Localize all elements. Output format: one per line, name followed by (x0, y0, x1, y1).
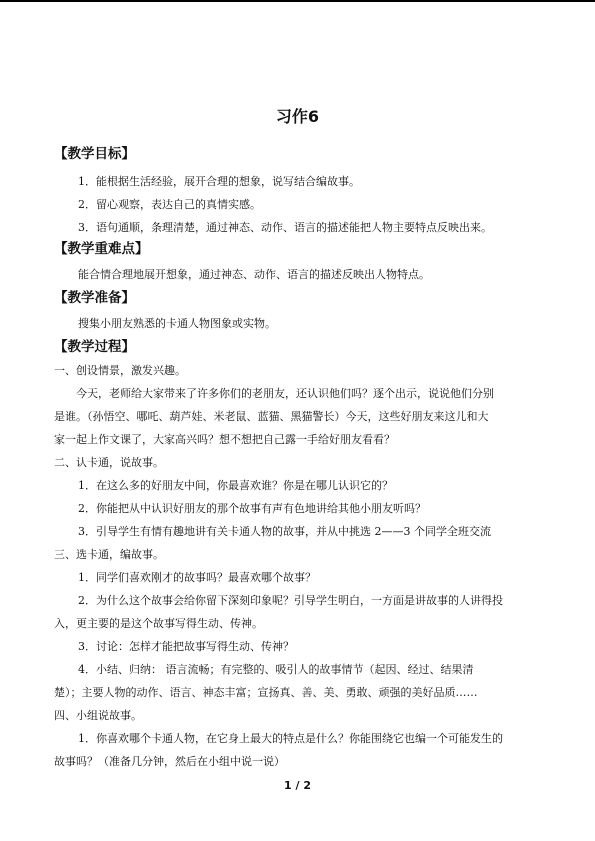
page-title: 习作6 (275, 107, 320, 126)
process-line: 1．在这么多的好朋友中间，你最喜欢谁？你是在哪儿认识它的？ (78, 479, 393, 492)
process-line: 4．小结、归纳： 语言流畅；有完整的、吸引人的故事情节（起因、经过、结果清 (78, 663, 474, 676)
document-body (54, 144, 544, 773)
process-line: 3．讨论：怎样才能把故事写得生动、传神？ (78, 640, 294, 653)
process-line: 二、认卡通，说故事。 (54, 456, 164, 469)
process-line: 3．引导学生有情有趣地讲有关卡通人物的故事，并从中挑选 2——3 个同学全班交流 (78, 525, 491, 538)
goals-heading: 【教学目标】 (54, 146, 135, 162)
process-line: 四、小组说故事。 (54, 709, 142, 722)
goal-item: 2．留心观察，表达自己的真情实感。 (78, 198, 261, 211)
process-line: 2．为什么这个故事会给你留下深刻印象呢？引导学生明白，一方面是讲故事的人讲得投 (78, 594, 503, 607)
process-line: 故事吗？（准备几分钟，然后在小组中说一说） (54, 755, 285, 768)
process-line: 是谁。（孙悟空、哪吒、葫芦娃、米老鼠、蓝猫、黑猫警长）今天，这些好朋友来这儿和大 (54, 410, 489, 423)
process-line: 1．你喜欢哪个卡通人物，在它身上最大的特点是什么？你能围绕它也编一个可能发生的 (78, 732, 503, 745)
process-line: 三、选卡通，编故事。 (54, 548, 164, 561)
goal-item: 3．语句通顺，条理清楚，通过神态、动作、语言的描述能把人物主要特点反映出来。 (78, 221, 492, 234)
key-points-heading: 【教学重难点】 (54, 241, 149, 257)
process-heading: 【教学过程】 (54, 339, 135, 355)
preparation-text: 搜集小朋友熟悉的卡通人物图象或实物。 (78, 317, 276, 330)
process-line: 入，更主要的是这个故事写得生动、传神。 (54, 617, 263, 630)
preparation-heading: 【教学准备】 (54, 290, 135, 306)
page-number: 1 / 2 (284, 779, 311, 792)
process-line: 家一起上作文课了，大家高兴吗？想不想把自己露一手给好朋友看看？ (54, 433, 395, 446)
process-line: 今天，老师给大家带来了许多你们的老朋友，还认识他们吗？逐个出示，说说他们分别 (76, 387, 494, 400)
goal-item: 1．能根据生活经验，展开合理的想象，说写结合编故事。 (78, 175, 360, 188)
process-line: 一、创设情景，激发兴趣。 (54, 364, 186, 377)
process-line: 楚）；主要人物的动作、语言、神态丰富；宣扬真、善、美、勇敢、顽强的美好品质…… (54, 686, 478, 699)
process-line: 1．同学们喜欢刚才的故事吗？最喜欢哪个故事？ (78, 571, 316, 584)
process-line: 2．你能把从中认识好朋友的那个故事有声有色地讲给其他小朋友听吗？ (78, 502, 426, 515)
key-points-text: 能合情合理地展开想象，通过神态、动作、语言的描述反映出人物特点。 (78, 268, 430, 281)
top-rule (0, 0, 595, 2)
